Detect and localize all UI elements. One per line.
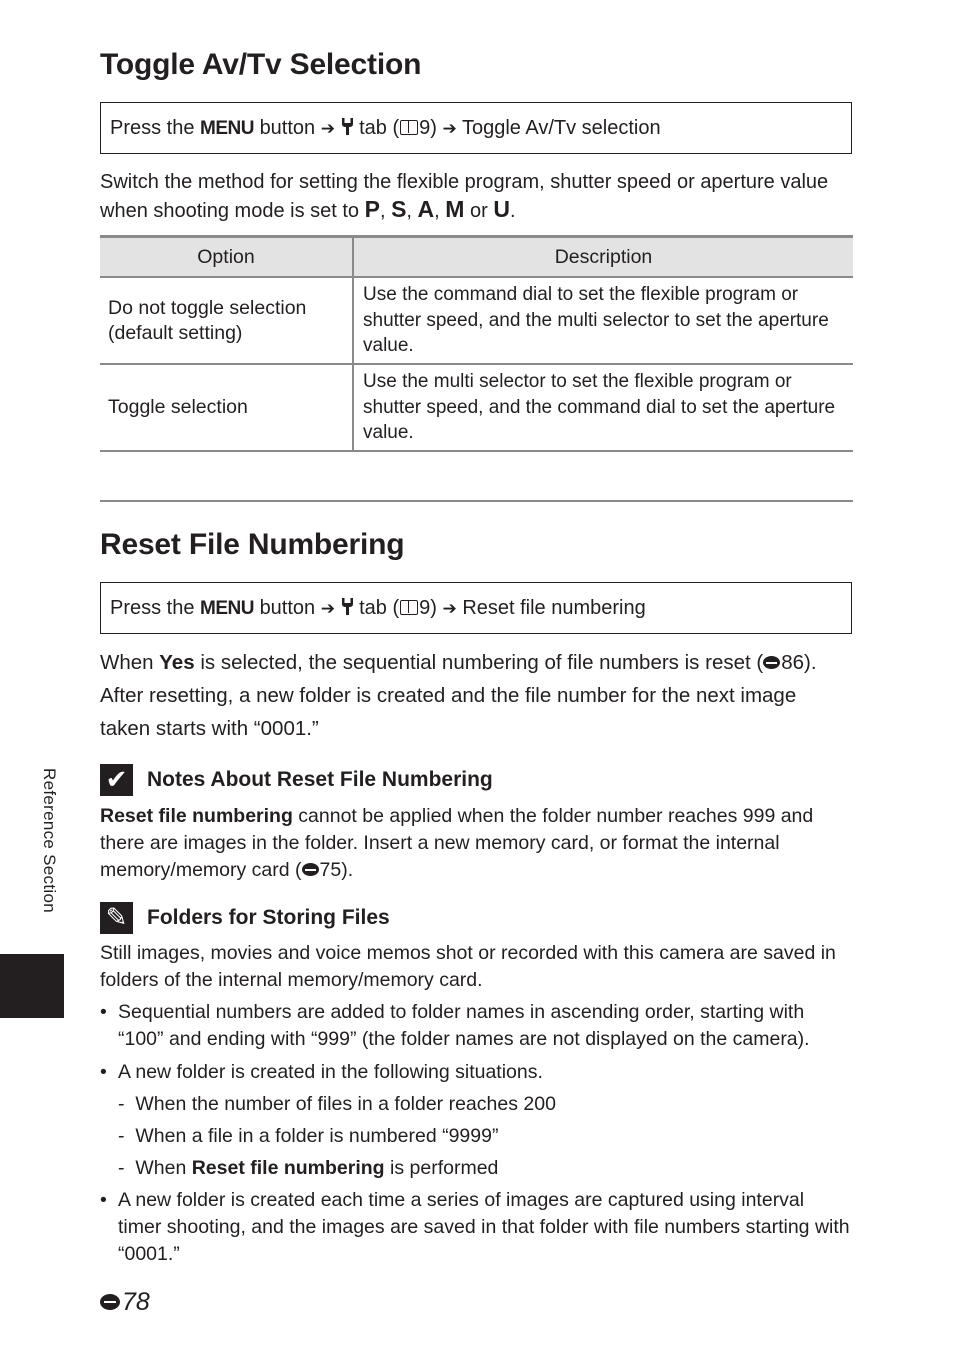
menu-button-icon: MENU <box>200 118 254 139</box>
sub-list-item: - When a file in a folder is numbered “9999” <box>118 1125 499 1147</box>
table-row <box>100 364 853 451</box>
reference-section-icon <box>302 863 319 876</box>
table-header-row <box>100 237 853 278</box>
list-item: • A new folder is created in the following situations. <box>100 1061 543 1083</box>
reference-section-icon <box>763 656 780 669</box>
notes-heading: ✔ Notes About Reset File Numbering <box>100 763 493 797</box>
intro-paragraph: Switch the method for setting the flexible program, shutter speed or aperture value when shooting mode is set to P, S, A, M or U. <box>100 171 829 222</box>
table-header-description: Description <box>353 237 853 278</box>
table-cell-option: Toggle selection <box>100 364 353 451</box>
mode-a-icon: A <box>417 196 435 222</box>
mode-p-icon: P <box>364 196 380 222</box>
arrow-right-icon: ➔ <box>442 119 457 138</box>
reset-body-paragraph: When Yes is selected, the sequential numbering of file numbers is reset ( 86). After resetting, a new folder is created and the file number for the next image taken starts with “0001.” <box>100 651 817 740</box>
list-item: • A new folder is created each time a series of images are captured using interval timer shooting, and the images are saved in that folder with file numbers starting with “0001.” <box>100 1189 850 1265</box>
arrow-right-icon: ➔ <box>442 599 457 618</box>
mode-s-icon: S <box>391 196 407 222</box>
menu-button-icon: MENU <box>200 598 254 619</box>
arrow-right-icon: ➔ <box>320 599 335 618</box>
section-divider <box>100 500 853 502</box>
reference-section-icon <box>100 1294 120 1310</box>
yes-option: Yes <box>159 651 195 674</box>
setup-tab-icon <box>341 117 354 139</box>
menu-path-box: Press the MENU button ➔ tab ( 9) ➔ Toggle Av/Tv selection <box>100 102 852 154</box>
section-title-reset-file-numbering: Reset File Numbering <box>100 528 405 561</box>
book-icon <box>400 600 418 615</box>
table-cell-description: Use the command dial to set the flexible program or shutter speed, and the multi selector to set the aperture value. <box>353 277 853 364</box>
mode-u-icon: U <box>493 196 511 222</box>
list-item: • Sequential numbers are added to folder names in ascending order, starting with “100” and ending with “999” (the folder names are not displayed on the camera). <box>100 1001 810 1050</box>
table-row <box>100 277 853 364</box>
folders-heading: ✎ Folders for Storing Files <box>100 901 390 935</box>
book-icon <box>400 120 418 135</box>
folders-intro: Still images, movies and voice memos shot or recorded with this camera are saved in folders of the internal memory/memory card. <box>100 942 836 991</box>
check-icon: ✔ <box>100 764 133 796</box>
sub-list-item: - When the number of files in a folder reaches 200 <box>118 1093 556 1115</box>
section-title-toggle-av-tv: Toggle Av/Tv Selection <box>100 48 422 81</box>
mode-m-icon: M <box>445 196 465 222</box>
sidebar-section-tab <box>0 954 64 1018</box>
setup-tab-icon <box>341 597 354 619</box>
table-cell-description: Use the multi selector to set the flexible program or shutter speed, and the command dial to set the aperture value. <box>353 364 853 451</box>
menu-path-box: Press the MENU button ➔ tab ( 9) ➔ Reset file numbering <box>100 582 852 634</box>
table-cell-option: Do not toggle selection (default setting) <box>100 277 353 364</box>
options-table <box>100 235 853 452</box>
page-number: 78 <box>100 1288 150 1317</box>
sub-list-item: - When Reset file numbering is performed <box>118 1157 499 1179</box>
table-header-option: Option <box>100 237 353 278</box>
arrow-right-icon: ➔ <box>320 119 335 138</box>
sidebar-section-label: Reference Section <box>40 768 59 913</box>
pencil-icon: ✎ <box>100 902 133 934</box>
notes-paragraph: Reset file numbering cannot be applied when the folder number reaches 999 and there are images in the folder. Insert a new memory card, or format the internal memory/memory card ( 75). <box>100 805 814 881</box>
